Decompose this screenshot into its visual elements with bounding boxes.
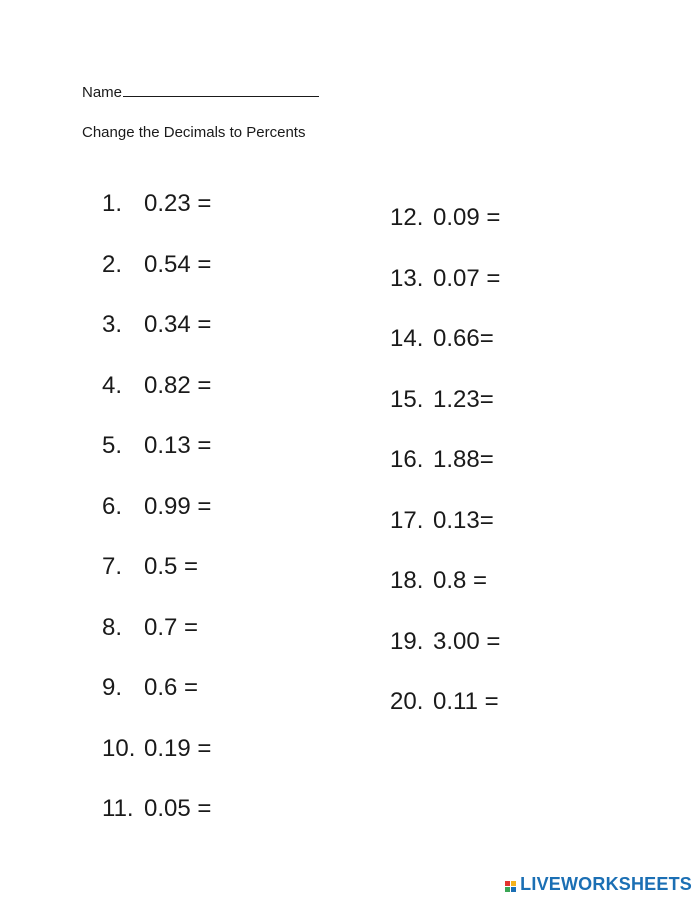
problem-number: 17.: [390, 506, 424, 534]
problem-item: [102, 735, 211, 796]
problem-expression: 0.7 =: [144, 613, 199, 641]
logo-square-red: [505, 881, 510, 886]
problem-number: 10.: [102, 734, 136, 762]
problem-item: [102, 372, 211, 433]
problem-expression: 0.54 =: [144, 250, 212, 278]
problem-expression: 1.23=: [433, 385, 494, 413]
problem-expression: 0.99 =: [144, 492, 212, 520]
problem-number: 12.: [390, 204, 424, 231]
name-blank-line[interactable]: [123, 82, 319, 97]
problem-expression: 0.6 =: [144, 674, 199, 701]
problems-right-column: [390, 204, 500, 749]
problem-number: 19.: [390, 627, 424, 655]
problem-number: 4.: [102, 371, 123, 399]
problem-item: [390, 507, 500, 568]
problem-item: [102, 311, 211, 372]
liveworksheets-logo: [505, 874, 692, 894]
problem-number: 8.: [102, 613, 123, 641]
problem-expression: 1.88=: [433, 446, 494, 473]
problem-number: 1.: [102, 190, 123, 217]
problem-item: [102, 190, 211, 251]
problem-number: 9.: [102, 674, 123, 701]
problem-item: [390, 204, 500, 265]
problem-item: [102, 553, 211, 614]
problem-expression: 0.5 =: [144, 553, 199, 580]
problem-item: [390, 386, 500, 447]
problem-expression: 0.19 =: [144, 734, 212, 762]
problem-expression: 0.09 =: [433, 204, 501, 231]
problem-number: 13.: [390, 264, 424, 292]
name-field: [82, 82, 319, 102]
problem-number: 2.: [102, 250, 123, 278]
problem-number: 6.: [102, 492, 123, 520]
problem-number: 18.: [390, 567, 424, 594]
instructions: Change the Decimals to Percents: [82, 124, 306, 141]
problem-number: 15.: [390, 385, 424, 413]
problem-expression: 0.13 =: [144, 432, 212, 459]
problem-item: [102, 795, 211, 856]
logo-square-blue: [511, 887, 516, 892]
problem-number: 11.: [102, 795, 134, 822]
problem-number: 7.: [102, 553, 123, 580]
problem-expression: 0.82 =: [144, 371, 212, 399]
problems-left-column: [102, 190, 211, 856]
problem-item: [390, 567, 500, 628]
logo-square-yellow: [511, 881, 516, 886]
problem-item: [390, 265, 500, 326]
problem-item: [102, 251, 211, 312]
problem-expression: 0.8 =: [433, 567, 488, 594]
problem-number: 3.: [102, 311, 123, 338]
problem-expression: 0.13=: [433, 506, 494, 534]
logo-square-green: [505, 887, 510, 892]
problem-expression: 0.07 =: [433, 264, 501, 292]
problem-item: [102, 493, 211, 554]
problem-item: [390, 325, 500, 386]
problem-item: [102, 432, 211, 493]
problem-number: 16.: [390, 446, 424, 473]
problem-number: 5.: [102, 432, 123, 459]
problem-expression: 0.05 =: [144, 795, 212, 822]
problem-item: [390, 446, 500, 507]
problem-expression: 0.34 =: [144, 311, 212, 338]
problem-expression: 3.00 =: [433, 627, 501, 655]
problem-number: 14.: [390, 325, 424, 352]
problem-expression: 0.66=: [433, 325, 494, 352]
problem-number: 20.: [390, 688, 424, 715]
problem-item: [102, 614, 211, 675]
logo-text: LIVEWORKSHEETS: [520, 874, 692, 894]
problem-expression: 0.11 =: [433, 688, 499, 715]
name-label: Name: [82, 84, 123, 101]
problem-item: [102, 674, 211, 735]
problem-item: [390, 688, 500, 749]
problem-item: [390, 628, 500, 689]
problem-expression: 0.23 =: [144, 190, 212, 217]
liveworksheets-logo-icon: [505, 881, 516, 892]
